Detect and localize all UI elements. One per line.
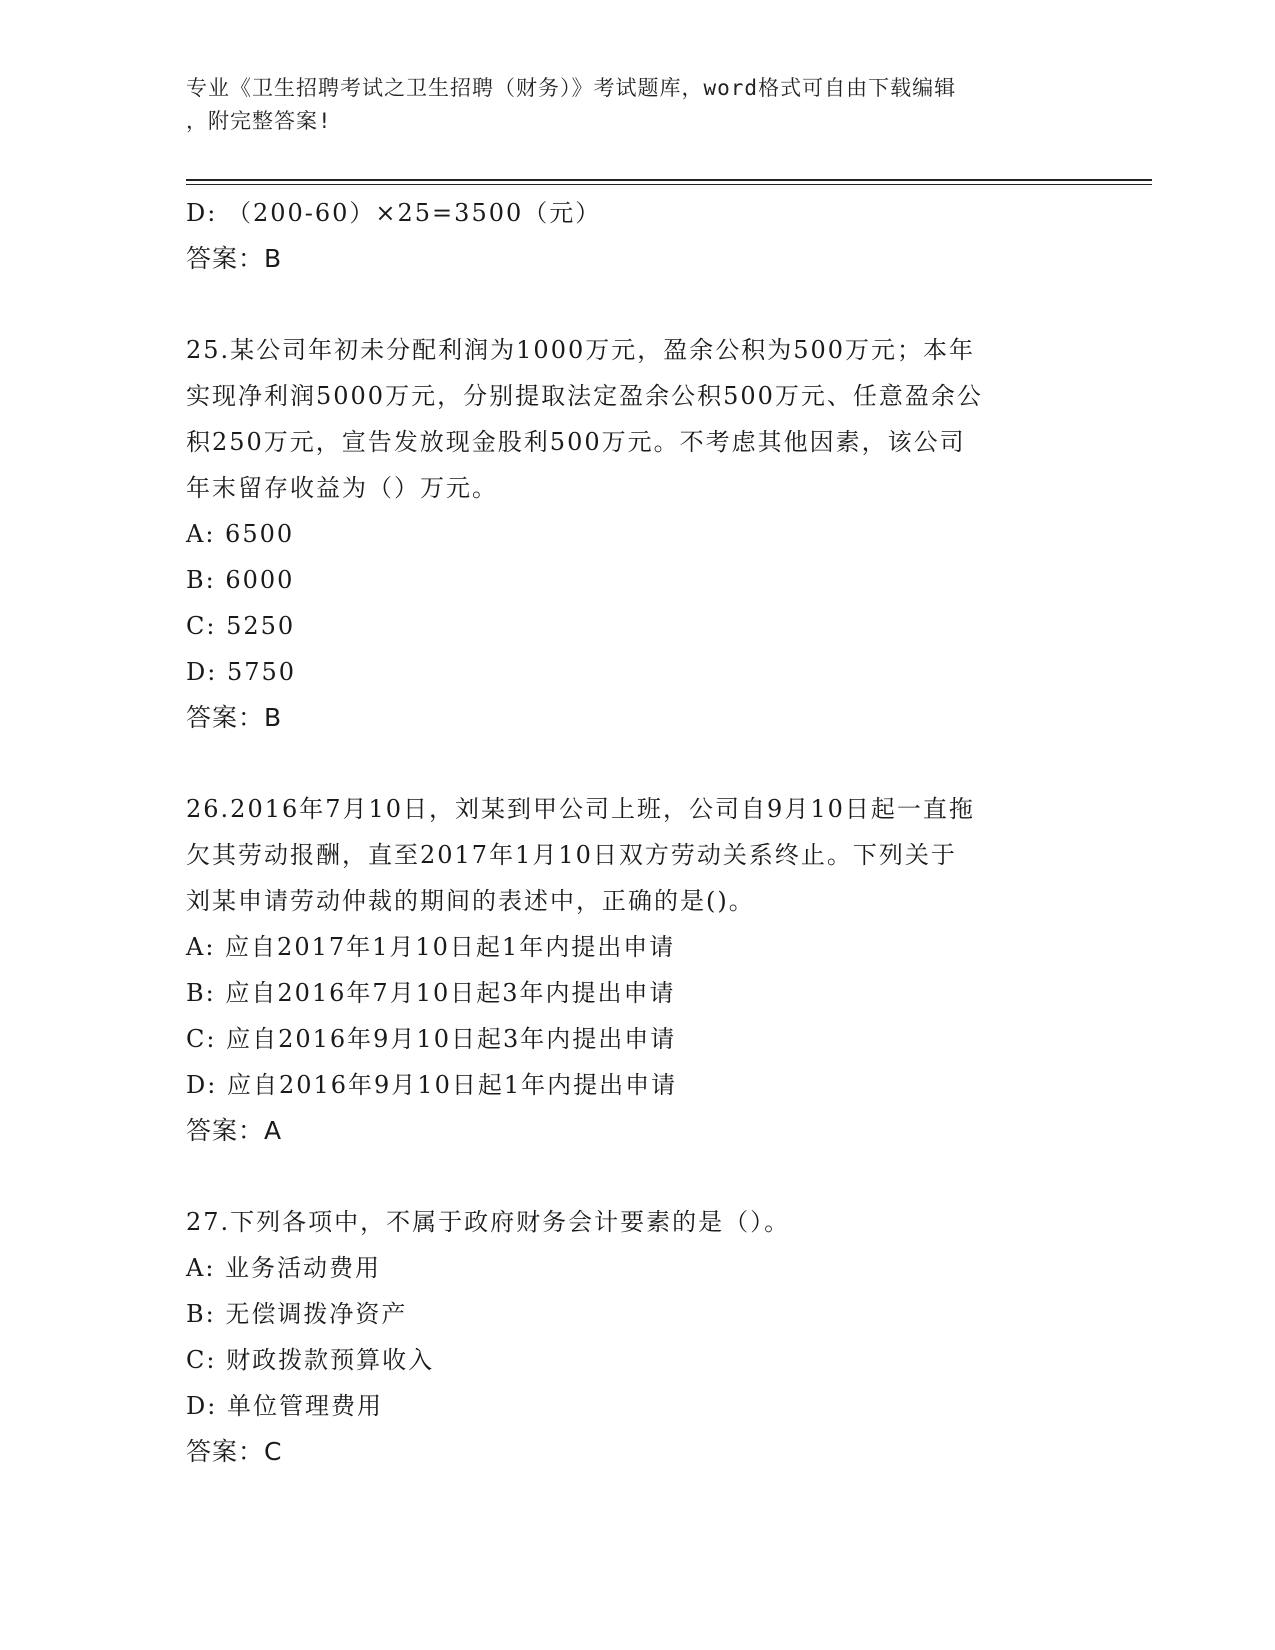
question-26 xyxy=(186,786,1086,1154)
option-b: B: 6000 xyxy=(186,566,295,594)
option-d: D: （200-60）×25=3500（元） xyxy=(186,199,602,227)
question-stem-line: 25.某公司年初未分配利润为1000万元，盈余公积为500万元；本年 xyxy=(186,336,976,364)
option-d: D: 5750 xyxy=(186,658,297,686)
option-d: D: 应自2016年9月10日起1年内提出申请 xyxy=(186,1071,678,1099)
document-header xyxy=(186,72,1086,138)
option-c: C: 应自2016年9月10日起3年内提出申请 xyxy=(186,1025,677,1053)
prev-question-tail xyxy=(186,190,1086,282)
question-25 xyxy=(186,327,1086,741)
answer: 答案：B xyxy=(186,244,283,273)
question-stem-line: 欠其劳动报酬，直至2017年1月10日双方劳动关系终止。下列关于 xyxy=(186,841,957,869)
option-b: B: 无偿调拨净资产 xyxy=(186,1300,408,1328)
question-27 xyxy=(186,1199,1086,1475)
question-stem-line: 年末留存收益为（）万元。 xyxy=(186,474,498,502)
header-line-2: ，附完整答案! xyxy=(186,109,332,133)
option-c: C: 5250 xyxy=(186,612,296,640)
answer: 答案：B xyxy=(186,703,283,732)
question-stem-line: 27.下列各项中，不属于政府财务会计要素的是（）。 xyxy=(186,1208,791,1236)
header-divider-thick xyxy=(186,179,1152,181)
option-a: A: 业务活动费用 xyxy=(186,1254,382,1282)
option-c: C: 财政拨款预算收入 xyxy=(186,1346,435,1374)
question-stem-line: 实现净利润5000万元，分别提取法定盈余公积500万元、任意盈余公 xyxy=(186,382,983,410)
header-line-1: 专业《卫生招聘考试之卫生招聘（财务）》考试题库，word格式可自由下载编辑 xyxy=(186,76,957,100)
option-d: D: 单位管理费用 xyxy=(186,1392,383,1420)
option-a: A: 6500 xyxy=(186,520,295,548)
question-stem-line: 刘某申请劳动仲裁的期间的表述中，正确的是()。 xyxy=(186,887,755,915)
document-body xyxy=(186,190,1086,1475)
answer: 答案：C xyxy=(186,1437,283,1466)
answer: 答案：A xyxy=(186,1116,283,1145)
question-stem-line: 26.2016年7月10日，刘某到甲公司上班，公司自9月10日起一直拖 xyxy=(186,795,975,823)
option-a: A: 应自2017年1月10日起1年内提出申请 xyxy=(186,933,676,961)
header-divider-thin xyxy=(186,184,1152,185)
question-stem-line: 积250万元，宣告发放现金股利500万元。不考虑其他因素，该公司 xyxy=(186,428,966,456)
option-b: B: 应自2016年7月10日起3年内提出申请 xyxy=(186,979,676,1007)
